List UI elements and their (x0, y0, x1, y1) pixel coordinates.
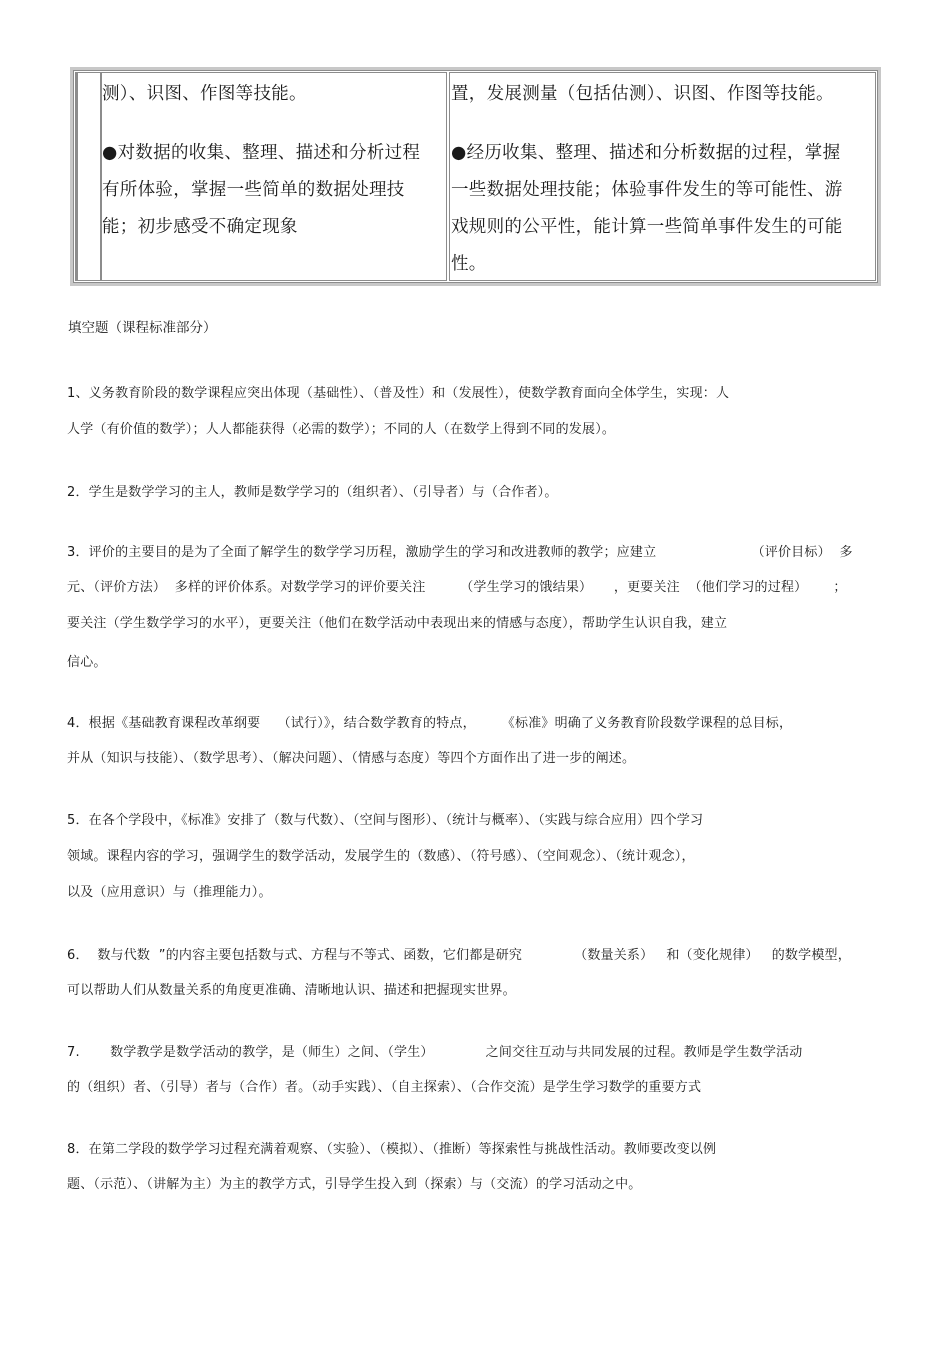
cell-right-line: 一些数据处理技能；体验事件发生的等可能性、游 (451, 180, 843, 200)
question-1-line: 1、义务教育阶段的数学课程应突出体现（基础性）、（普及性）和（发展性），使数学教育面向全体学生，实现：人 (67, 386, 730, 401)
cell-left-line: 有所体验，掌握一些简单的数据处理技 (102, 180, 405, 200)
question-2-line: 2．学生是数学学习的主人，教师是数学学习的（组织者）、（引导者）与（合作者）。 (67, 485, 558, 500)
cell-right-line: 性。 (451, 254, 487, 274)
section-title: 填空题（课程标准部分） (68, 320, 217, 336)
question-4-line: 4．根据《基础教育课程改革纲要 （试行）》，结合数学教育的特点， 《标准》明确了义务教育阶段数学课程的总目标， (67, 716, 793, 731)
cell-right-line: ●经历收集、整理、描述和分析数据的过程，掌握 (451, 143, 841, 163)
question-7-line: 的（组织）者、（引导）者与（合作）者。（动手实践）、（自主探索）、（合作交流）是学生学习数学的重要方式 (67, 1080, 702, 1095)
question-4-line: 并从（知识与技能）、（数学思考）、（解决问题）、（情感与态度）等四个方面作出了进一步的阐述。 (67, 751, 636, 766)
table-cell-left (101, 72, 447, 281)
question-6-line: 6． 数与代数 ”的内容主要包括数与式、方程与不等式、函数，它们都是研究 （数量关系） 和（变化规律） 的数学模型， (67, 948, 851, 963)
question-5-line: 5．在各个学段中，《标准》安排了（数与代数）、（空间与图形）、（统计与概率）、（实践与综合应用）四个学习 (67, 813, 704, 828)
question-5-line: 以及（应用意识）与（推理能力）。 (67, 885, 272, 900)
question-3-line: 元、（评价方法） 多样的评价体系。对数学学习的评价要关注 （学生学习的饿结果） ，更要关注 （他们学习的过程） ； (67, 580, 847, 595)
table-blank-column (75, 72, 101, 281)
question-3-line: 3．评价的主要目的是为了全面了解学生的数学学习历程，激励学生的学习和改进教师的教学；应建立 （评价目标） 多 (67, 545, 853, 560)
cell-left-line: ●对数据的收集、整理、描述和分析过程 (102, 143, 421, 163)
question-6-line: 可以帮助人们从数量关系的角度更准确、清晰地认识、描述和把握现实世界。 (67, 983, 516, 998)
question-5-line: 领域。课程内容的学习，强调学生的数学活动，发展学生的（数感）、（符号感）、（空间观念）、（统计观念）， (67, 849, 695, 864)
curriculum-table (70, 67, 881, 286)
question-7-line: 7. 数学教学是数学活动的教学，是（师生）之间、（学生） 之间交往互动与共同发展的过程。教师是学生数学活动 (67, 1045, 803, 1060)
cell-right-line: 置，发展测量（包括估测）、识图、作图等技能。 (451, 84, 834, 104)
question-3-line: 信心。 (67, 655, 107, 670)
question-8-line: 8．在第二学段的数学学习过程充满着观察、（实验）、（模拟）、（推断）等探索性与挑战性活动。教师要改变以例 (67, 1142, 717, 1157)
question-3-line: 要关注（学生数学学习的水平），更要关注（他们在数学活动中表现出来的情感与态度），帮助学生认识自我，建立 (67, 616, 728, 631)
cell-left-line: 测）、识图、作图等技能。 (102, 84, 307, 104)
table-cell-right (449, 72, 876, 281)
cell-left-line: 能；初步感受不确定现象 (102, 217, 298, 237)
cell-right-line: 戏规则的公平性，能计算一些简单事件发生的可能 (451, 217, 843, 237)
question-8-line: 题、（示范）、（讲解为主）为主的教学方式，引导学生投入到（探索）与（交流）的学习活动之中。 (67, 1177, 642, 1192)
question-1-line: 人学（有价值的数学）；人人都能获得（必需的数学）；不同的人（在数学上得到不同的发展）。 (67, 422, 616, 437)
